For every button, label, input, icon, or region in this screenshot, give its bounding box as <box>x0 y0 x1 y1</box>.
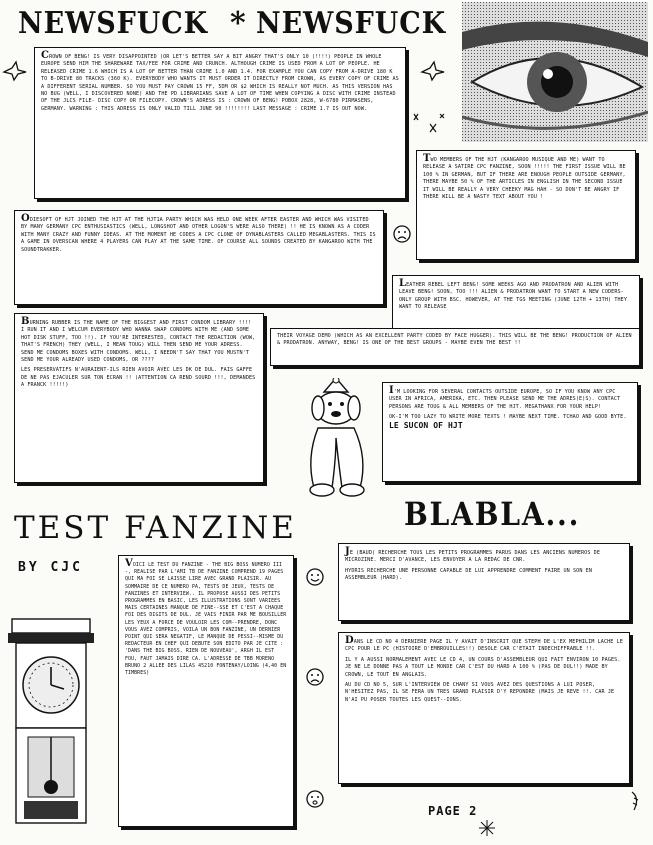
article-text: E (BAUD) RECHERCHE TOUS LES PETITS PROGRAMMES PARUS DANS LES ANCIENS NUMEROS DE MICROZINE. MERCI D'AVANCE, LES ENVOYER A LA REDAC DE CNR. <box>345 550 601 564</box>
article-text: AU DU CD NO 5, SUR L'INTERVIEW DE CHANY SI VOUS AVEZ DES QUESTIONS A LUI POSER, N'HESITEZ PAS, IL SE FERA UN TRES GRAND PLAISIR D'Y REPONDRE (MAIS JE REVE !!. CAR JE N'AI PU POSER TOUTES LES QUEST--IONS. <box>345 682 615 703</box>
drop-cap: L <box>399 278 407 289</box>
drop-cap: V <box>125 558 133 569</box>
drop-cap: T <box>423 153 431 164</box>
test-fanzine-title: TEST FANZINE <box>14 510 297 546</box>
article-test-fanzine <box>118 555 294 827</box>
article-burning-rubber <box>14 313 264 483</box>
article-text: IL Y A AUSSI NORMALEMENT AVEC LE CD 4, UN COURS D'ASSEMBLEUR QUI FAIT ENVIRON 10 PAGES. JE NE LE DONNE PAS A TOUT LE MONDE CAR C'EST DU HARD A 100 % (PAS DE DUL!!) MADE BY CROWN, LE TOUT EN ANGLAIS. <box>345 656 621 678</box>
article-text: ROWN OF BENG! IS VERY DISAPPOINTED (OR LET'S BETTER SAY A BIT ANGRY THAT'S ONLY 10 (!!!!) PEOPLE IN WHOLE EUROPE SEND HIM THE SHAREWARE TAX/FEE FOR CRIME AND CRUNCH. ALTHOUGH CRIME IS USED FROM A LOT OF PEOPLE. HE RELEASED CRIME 1.6 WHICH IS A LOT OF BETTER THAN CRIME 1.0 AND 1.4. FOR EXAMPLE YOU CAN COPY FROM A-DRIVE 180 K TO B-DRIVE 80 TRACKS (360 K). EVERYBODY WHO WANTS IT MUST ORDER IT DIRECTLY FROM CROWN, AS EVERY COPY OF CRIME AS A DIFFERENT SERIAL NUMBER. SO YOU MUST PAY CROWN 15 FF, 5DM OR $2 WHICH IS REALLY NOT MUCH. AS THIS VERSION HAS NO BUG (WELL, I DISCOVERED NONE) AND THE PD LIBRARIANS SAVE A LOT OF TIME WHEN COPYING A DISC WITH CRIME INSTEAD OF THE JLCS FILE- DISC COPY OR FILECOPY. CROWN'S ADRESS IS : CROWN OF BENG! POBOX 2828, W-6780 PIRMASENS, GERMANY. WARNING : THIS ADRESS IS ONLY VALID TILL JUNE 90 !!!!!!!! LAST MESSAGE : CRIME 1.7 IS OUT NOW. <box>41 54 399 112</box>
article-hjt-fanzine <box>416 150 636 260</box>
article-text: URNING RUBBER IS THE NAME OF THE BIGGEST AND FIRST CONDOM LIBRARY !!!! I RUN IT AND I WELCUM EVERYBODY WHO WANNA SWAP CONDOMS WITH ME (AND SOME HOT DISK STUFF, TOO !!). IF YOU'RE INTERESTED, CONTACT THE REDACTION (WOW, THAT'S FRENCH) THEY (WELL, I MEAN TOUG) WILL THEN SEND ME YOUR ADRESS. SEND ME CONDOMS BOXES WITH CONDOMS. WELL, I NEEDN'T SAY THAT YOU MUSTN'T SEND ME YOUR ALREADY USED CONDOMS, OR ???? <box>21 320 256 364</box>
article-text: THEIR VOYAGE DEMO (WHICH AS AN EXCELLENT PARTY CODED BY FACE HUGGER). THIS WILL BE THE BENG! PRODUCTION OF ALIEN & PRODATRON. ANYWAY, BENG! IS ONE OF THE BEST GROUPS - MAYBE EVEN THE BEST !! <box>277 333 632 347</box>
masthead-left: NEWSFUCK <box>18 6 208 41</box>
page-number: PAGE 2 <box>428 804 478 818</box>
drop-cap: C <box>41 50 50 61</box>
byline: BY CJC <box>18 560 83 575</box>
surprised-face-icon <box>306 790 324 808</box>
article-crown <box>34 47 406 199</box>
article-odiesoft <box>14 210 384 305</box>
sparkle-doodle <box>476 818 498 838</box>
article-text: ANS LE CD NO 4 DERNIERE PAGE IL Y AVAIT D'INSCRIT QUE STEPH DE L'EX MEPHILIM LACHE LE CPC POUR LE PC (HISTOIRE D'EMBROUILLES!!) DESOLE CAR C'ETAIT INDECHIFFRABLE !!. <box>345 639 623 653</box>
masthead-star: * <box>230 6 246 41</box>
article-text: OK-I'M TOO LAZY TO WRITE MORE TEXTS ! MAYBE NEXT TIME. TCHAO AND GOOD BYTE. <box>389 414 627 421</box>
bird-doodle-left <box>2 60 28 82</box>
sad-face-icon <box>306 668 324 686</box>
article-text: OICI LE TEST DU FANZINE - THE BIG BOSS NUMERO III -, REALISE PAR L'AMI TB DE FANZINE COMPREND 19 PAGES QUI MA FOI SE LAISSE LIRE AVEC GRAND PLAISIR. AU SOMMAIRE DE CE NUMERO PA, TESTS DE JEUX, TESTS DE FANZINES ET INTERVIEW.. IL PROPOSE AUSSI DES PETITS PROGRAMMES EN BASIC, LES ILLUSTRATIONS SONT VARIEES MAIS CERTAINES MANQUE DE FINE--SSE ET C'EST A CHAQUE FOI DES DIGITS DE DUL. JE VAIS FINIR PAR ME BOUSILLER LES YEUX A FORCE DE VOULOIR LES COM--PRENDRE, DONC VOUS AVEZ COMPRIS, VOILA UN BON FANZINE, UN DERNIER POINT QUI SERA NEGATIF, LE MANQUE DE PESSI--MISME DU REDACTEUR EN CHEF QUI DEBUTE SON EDITO PAR JE CITE : 'DANS THE BIG BOSS, RIEN DE NOUVEAU', ARGH IL EST FOU, FAUT JAMAIS DIRE CA. L'ADRESSE DE TBB MORENO BRUNO 2 ALLEE DES LILAS 45210 FONTENAY/LOING (4,40 EN TIMBRES) <box>125 562 287 677</box>
masthead-right: NEWSFUCK <box>256 6 446 41</box>
article-contacts <box>382 382 638 482</box>
article-text: HYDRIS RECHERCHE UNE PERSONNE CAPABLE DE LUI APPRENDRE COMMENT FAIRE UN SON EN ASSEMBLEUR (HARD). <box>345 567 593 582</box>
sad-face-icon <box>393 225 411 243</box>
feather-doodle <box>628 790 642 812</box>
drop-cap: J <box>345 546 350 557</box>
article-leather-rebel-cont <box>270 328 640 366</box>
happy-face-icon <box>306 568 324 586</box>
article-baud <box>338 543 630 621</box>
article-text: WO MEMBERS OF THE HJT (KANGAROO MUSIQUE AND ME) WANT TO RELEASE A SATIRE CPC FANZINE, SOON !!!!! THE FIRST ISSUE WILL BE 100 % IN GERMAN, BUT IF THERE ARE ENOUGH PEOPLE OUTSIDE GERMANY, THERE MAYBE 50 % OF THE ARTICLES IN ENGLISH IN THE SECOND ISSUE IT WILL BE REALLY A VERY CHEEKY MAG HAH - SO DON'T BE ANGRY IF THERE WILL BE A NASTY TEXT ABOUT YOU ! <box>423 157 626 201</box>
bird-doodle-right <box>420 60 446 82</box>
article-text-french: LES PRESERVATIFS N'AURAIENT-ILS RIEN AVOIR AVEC LES DK DE DUL. FAIS GAFFE DE NE PAS EJACULER SUR TON ECRAN !! (ATTENTION CA REND SOURD !!!, DEMANDES A FRANCK !!!!!) <box>21 367 256 389</box>
article-text: DIESOFT OF HJT JOINED THE HJT AT THE HJT1A PARTY WHICH WAS HELD ONE WEEK AFTER EASTER AND WHICH WAS VISITED BY MANY GERMANY CPC ENTHUSIASTICS (WELL, LONGSHOT AND OTHER LOGON'S WERE ALSO THERE) !! HE IS KNOWN AS A CODER WITH MANY CRAZY AND FUNNY IDEAS. AT THE MOMENT HE CODES A CPC CLONE OF DYNABLASTERS CALLED MEGABLASTERS. THIS IS A GAME IN OVERSCAN WHERE 4 PLAYERS CAN PLAY AT THE SAME TIME. OF COURSE ALL SOUNDS CREATED BY KANGAROO WITH THE SOUNDTRAKKER. <box>21 217 376 253</box>
drop-cap: O <box>21 213 30 224</box>
drop-cap: B <box>21 316 30 327</box>
drop-cap: I <box>389 385 394 396</box>
drop-cap: D <box>345 635 354 646</box>
dog-cartoon <box>296 378 382 498</box>
eye-image <box>462 2 648 142</box>
article-text: EATHER REBEL LEFT BENG! SOME WEEKS AGO AND PRODATRON AND ALIEN WITH LEAVE BENG! SOON, TOO !!! ALIEN & PRODATRON WANT TO START A NEW CODERS-ONLY GROUP WITH BSC. HOWEVER, AT THE TGS MEETING (JUNE 12TH + 13TH) THEY WANT TO RELEASE <box>399 282 628 311</box>
signature: LE SUCON OF HJT <box>389 420 463 430</box>
grandfather-clock <box>6 615 96 830</box>
article-cd <box>338 632 630 784</box>
stars-doodle <box>410 110 450 138</box>
blabla-title: BLABLA... <box>404 495 581 533</box>
article-text: 'M LOOKING FOR SEVERAL CONTACTS OUTSIDE EUROPE, SO IF YOU KNOW ANY CPC USER IN AFRICA, AMERIKA, ETC. THEN PLEASE SEND ME THE ADRES(E)S). CONTACT PERSONS ARE TOUG & ALL MEMBERS OF THE HJT. MEGATHANX FOR YOUR HELP! <box>389 389 621 410</box>
